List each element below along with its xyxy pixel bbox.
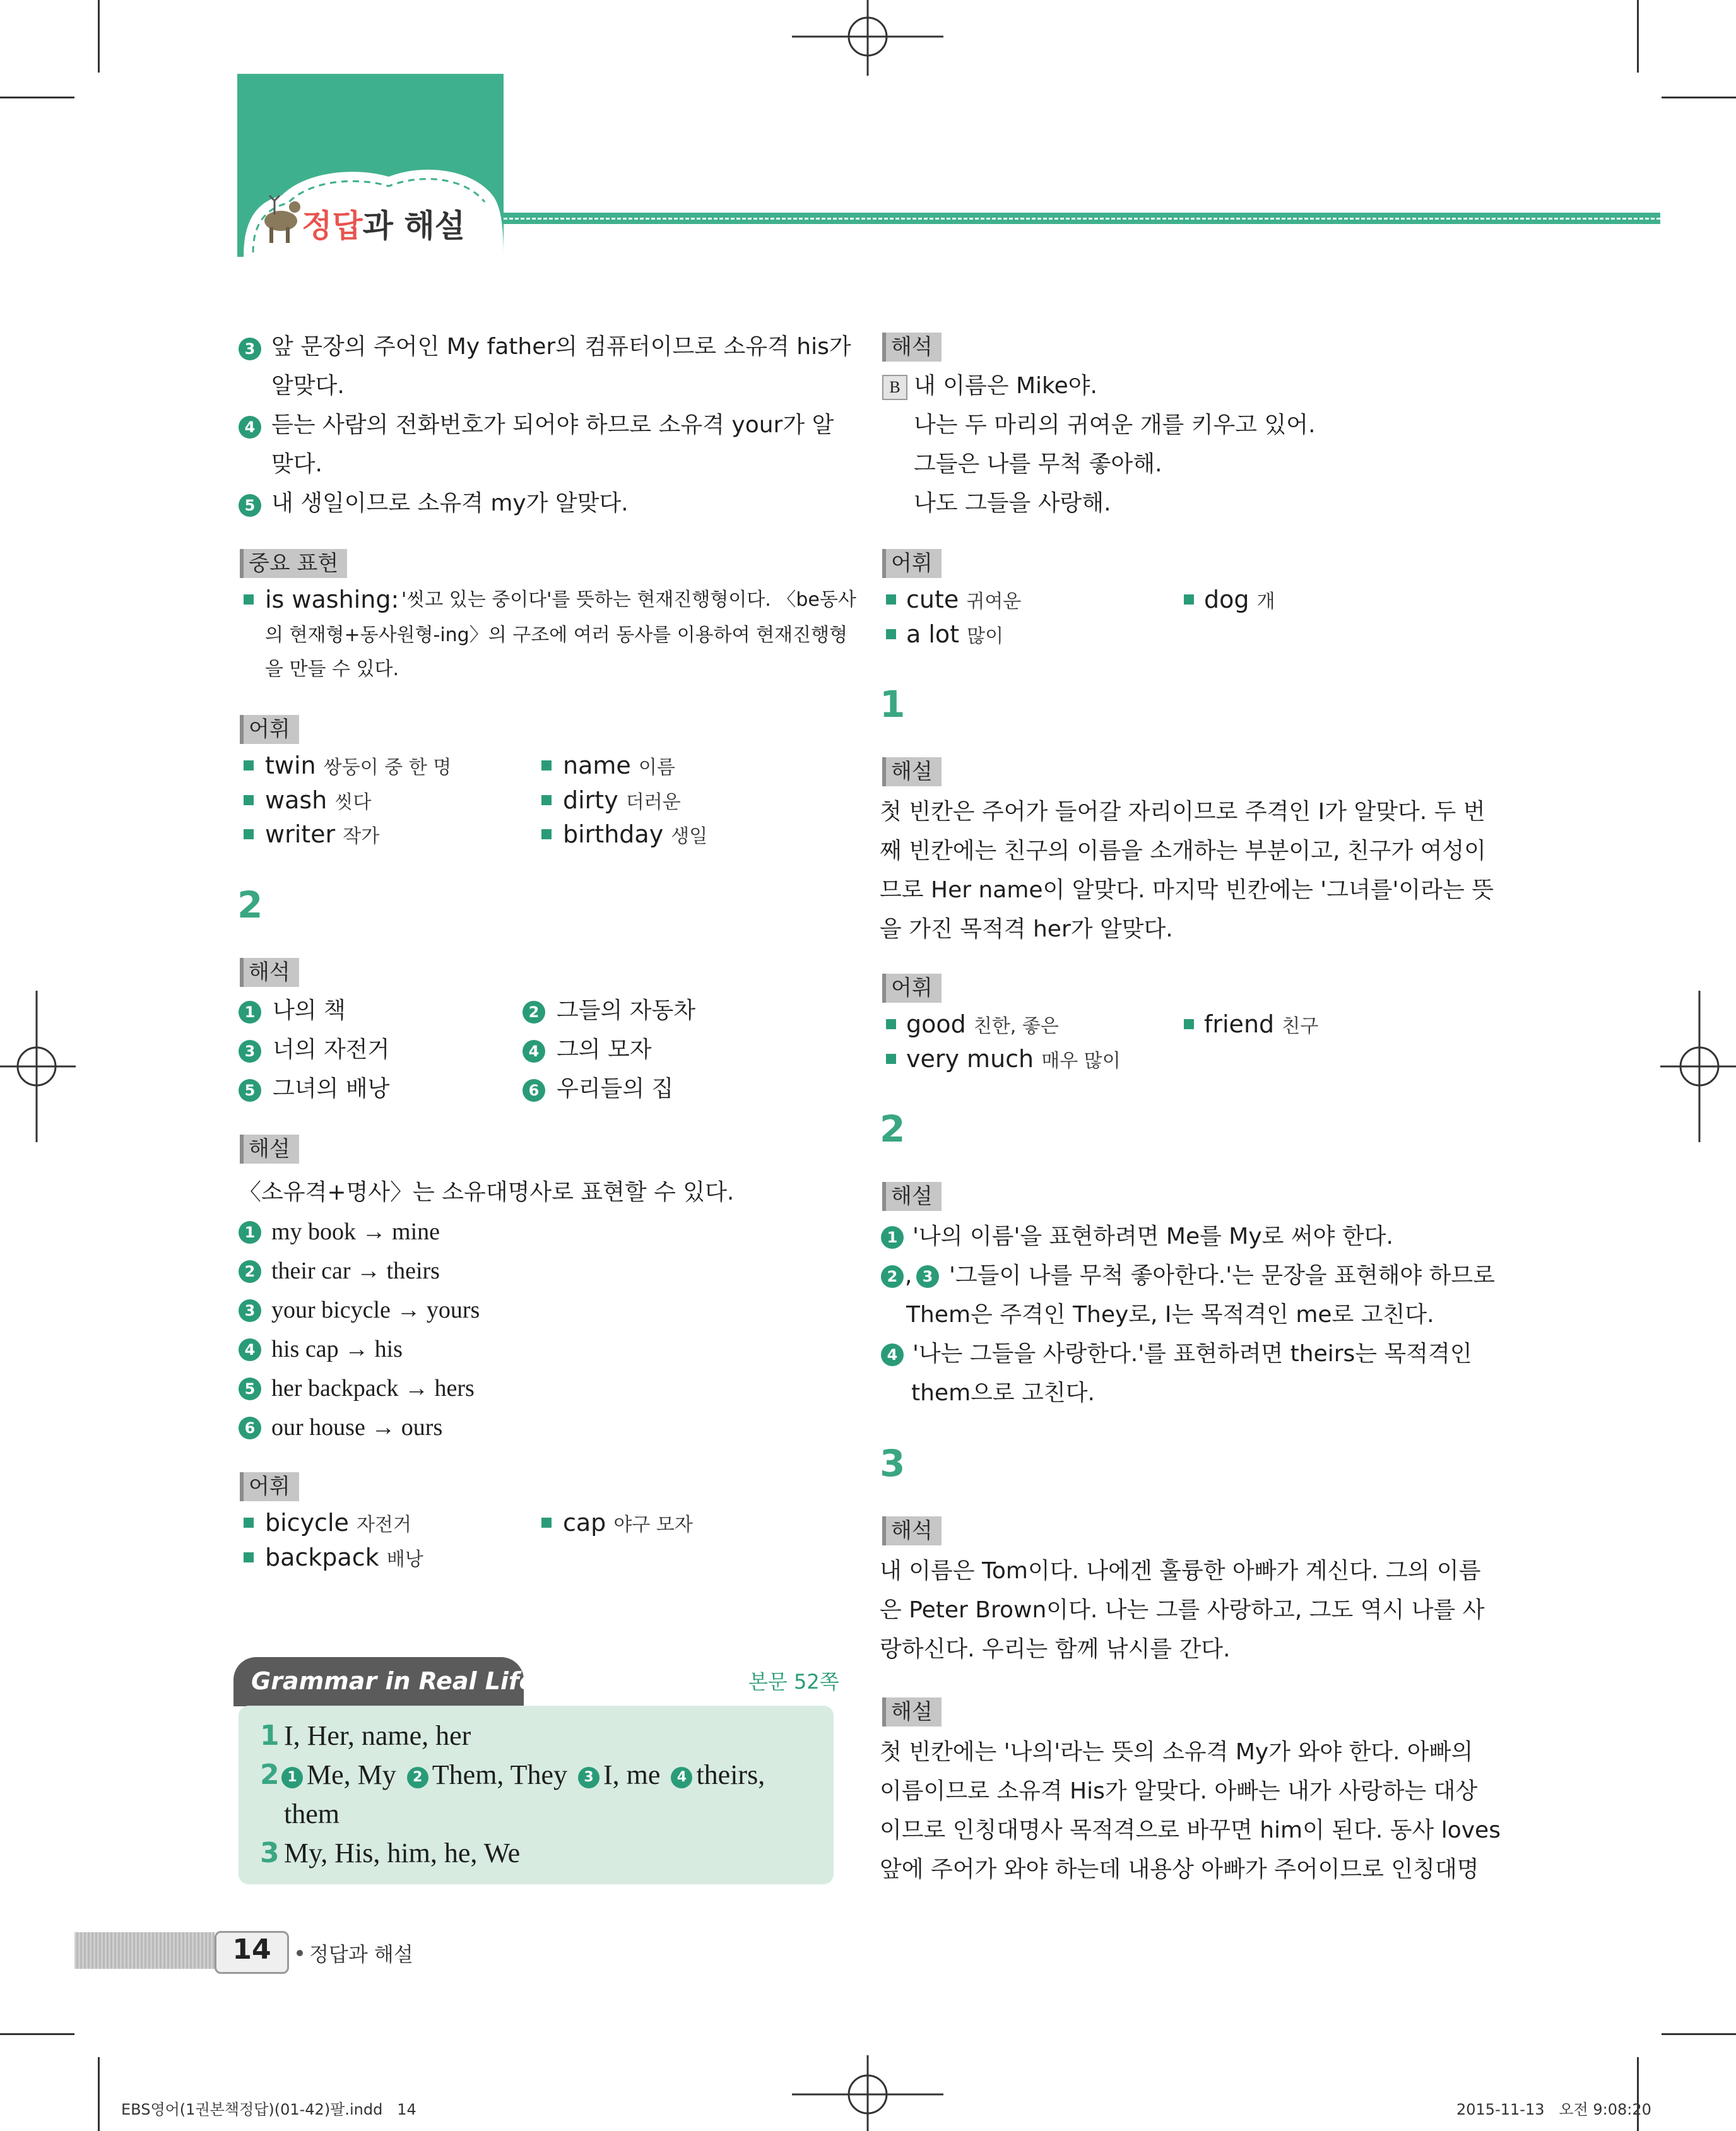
- answer-number: 3: [260, 1837, 280, 1869]
- bullet-square: [886, 1054, 896, 1064]
- explanation-line: 이므로 인칭대명사 목적격으로 바꾸면 him이 된다. 동사 loves: [880, 1817, 1501, 1843]
- answer-sub-number: 1: [281, 1767, 303, 1788]
- item-number: 6: [523, 1079, 545, 1102]
- vocab-meaning: 씻다: [334, 791, 372, 813]
- explanation-line: 첫 빈칸에는 '나의'라는 뜻의 소유격 My가 와야 한다. 아빠의: [880, 1739, 1473, 1765]
- explanation-item: her backpack → hers: [271, 1375, 475, 1402]
- print-timestamp: 2015-11-13 오전 9:08:20: [1456, 2101, 1651, 2118]
- vocab-meaning: 친한, 좋은: [973, 1015, 1059, 1037]
- vocab-meaning: 개: [1256, 591, 1275, 613]
- page-label: 정답과 해설: [309, 1942, 413, 1966]
- explanation-line: 째 빈칸에는 친구의 이름을 소개하는 부분이고, 친구가 여성이: [880, 838, 1486, 864]
- vocab-item: [906, 1043, 1121, 1077]
- section-label: 해설: [882, 1697, 942, 1727]
- explanation-item: my book → mine: [271, 1219, 440, 1245]
- item-number: 4: [523, 1040, 545, 1063]
- vocab-meaning: 더러운: [625, 791, 681, 813]
- crop-mark: [0, 2033, 74, 2035]
- translation-text: 그녀의 배낭: [273, 1076, 390, 1102]
- item-number: 5: [239, 1079, 261, 1102]
- registration-mark-icon: [792, 0, 943, 76]
- header-title: [302, 201, 465, 246]
- item-text: 내 생일이므로 소유격 my가 알맞다.: [271, 490, 629, 516]
- explanation-item: them으로 고친다.: [911, 1380, 1095, 1406]
- translation-line: 은 Peter Brown이다. 나는 그를 사랑하고, 그도 역시 나를 사: [880, 1597, 1485, 1623]
- header-title-rest: 과 해설: [362, 208, 465, 244]
- answer-sub-number: 4: [671, 1767, 692, 1788]
- item-number: 2: [523, 1001, 545, 1024]
- vocab-word: dog: [1204, 586, 1249, 613]
- grammar-page-ref: 본문 52쪽: [748, 1670, 839, 1694]
- vocab-word: a lot: [906, 620, 960, 648]
- section-badge: B: [882, 375, 907, 400]
- vocab-word: friend: [1204, 1010, 1275, 1038]
- vocab-meaning: 자전거: [356, 1514, 411, 1536]
- registration-mark-icon: [1660, 991, 1736, 1142]
- vocab-word: dirty: [563, 786, 618, 814]
- answer-sub-text: theirs,: [696, 1759, 765, 1790]
- vocab-word: birthday: [563, 820, 664, 848]
- item-number: 5: [239, 494, 261, 517]
- vocab-meaning: 야구 모자: [613, 1514, 693, 1536]
- bullet-square: [244, 829, 254, 839]
- section-label: 해석: [240, 958, 299, 987]
- bullet-square: [541, 829, 552, 839]
- vocab-word: name: [563, 752, 631, 779]
- translation-line: 나도 그들을 사랑해.: [914, 490, 1111, 516]
- item-number: 4: [881, 1343, 904, 1366]
- crop-mark: [98, 0, 100, 73]
- item-number: 1: [881, 1226, 904, 1249]
- item-number: 2: [239, 1260, 261, 1283]
- file-info: EBS영어(1권본책정답)(01-42)팔.indd 14: [121, 2101, 416, 2118]
- key-expression-term: is washing:: [265, 586, 399, 613]
- vocab-meaning: 귀여운: [966, 591, 1022, 613]
- vocab-item: [265, 784, 371, 818]
- crop-mark: [1637, 2057, 1639, 2131]
- explanation-item: '그들이 나를 무척 좋아한다.'는 문장을 표현해야 하므로: [949, 1263, 1495, 1289]
- translation-text: 그들의 자동차: [557, 998, 696, 1024]
- item-number: 3: [239, 1299, 261, 1322]
- footer-decor-bar: [74, 1932, 215, 1969]
- item-text: 듣는 사람의 전화번호가 되어야 하므로 소유격 your가 알: [271, 412, 834, 438]
- bullet-square: [244, 594, 254, 605]
- bullet-square: [886, 1019, 896, 1029]
- section-label: 해설: [882, 757, 942, 786]
- item-text: 알맞다.: [271, 373, 345, 399]
- vocab-meaning: 작가: [343, 825, 380, 847]
- crop-mark: [1662, 97, 1736, 98]
- vocab-word: cap: [563, 1509, 606, 1537]
- explanation-line: 첫 빈칸은 주어가 들어갈 자리이므로 주격인 I가 알맞다. 두 번: [880, 799, 1485, 825]
- crop-mark: [1662, 2033, 1736, 2035]
- item-number: 1: [239, 1001, 261, 1024]
- translation-text: 그의 모자: [557, 1037, 652, 1063]
- vocab-item: [265, 1542, 423, 1576]
- vocab-meaning: 쌍둥이 중 한 명: [323, 757, 452, 779]
- vocab-word: twin: [265, 752, 316, 779]
- explanation-item: '나의 이름'을 표현하려면 Me를 My로 써야 한다.: [912, 1224, 1393, 1249]
- answer-number: 1: [260, 1720, 280, 1752]
- vocab-meaning: 이름: [638, 757, 675, 779]
- bullet-square: [1184, 1019, 1194, 1029]
- answer-text: I, Her, name, her: [284, 1720, 471, 1751]
- vocab-item: [906, 1008, 1059, 1042]
- section-label: 어휘: [240, 715, 299, 744]
- vocab-meaning: 친구: [1282, 1015, 1319, 1037]
- vocab-word: very much: [906, 1045, 1034, 1073]
- section-label: 해설: [240, 1135, 299, 1164]
- camel-icon: [256, 189, 306, 246]
- registration-mark-icon: [0, 991, 76, 1142]
- section-label: 해설: [882, 1182, 942, 1211]
- section-label: 해석: [882, 333, 942, 362]
- answer-sub-text: Them, They: [432, 1759, 568, 1790]
- answer-text: [278, 1759, 765, 1791]
- section-label: 어휘: [240, 1472, 299, 1501]
- bullet-square: [244, 795, 254, 805]
- vocab-item: [1204, 584, 1275, 618]
- item-number: 4: [239, 416, 261, 439]
- vocab-item: [563, 1507, 693, 1541]
- explanation-item: '나는 그들을 사랑한다.'를 표현하려면 theirs는 목적격인: [912, 1341, 1472, 1367]
- crop-mark: [1637, 0, 1639, 73]
- answer-sub-text: I, me: [603, 1759, 661, 1790]
- vocab-word: wash: [265, 786, 328, 814]
- item-text: 앞 문장의 주어인 My father의 컴퓨터이므로 소유격 his가: [271, 334, 851, 360]
- translation-line: 그들은 나를 무척 좋아해.: [914, 451, 1162, 477]
- question-number: 3: [880, 1442, 906, 1485]
- item-number: 6: [239, 1417, 261, 1439]
- vocab-word: cute: [906, 586, 959, 613]
- translation-line: 내 이름은 Tom이다. 나에겐 훌륭한 아빠가 계신다. 그의 이름: [880, 1558, 1481, 1584]
- translation-text: 너의 자전거: [273, 1037, 390, 1063]
- header-dashed-line: [504, 218, 1660, 220]
- item-number: 2: [881, 1265, 904, 1288]
- bullet-square: [244, 1518, 254, 1528]
- section-label: 어휘: [882, 549, 942, 578]
- header-title-accent: 정답: [302, 208, 363, 244]
- explanation-item: your bicycle → yours: [271, 1297, 480, 1323]
- answer-sub-number: 2: [407, 1767, 428, 1788]
- translation-line: 내 이름은 Mike야.: [914, 373, 1097, 399]
- vocab-meaning: 배낭: [386, 1549, 423, 1571]
- vocab-item: [563, 818, 707, 853]
- vocab-item: [906, 584, 1021, 618]
- crop-mark: [98, 2057, 100, 2131]
- section-label: 중요 표현: [240, 549, 347, 578]
- vocab-item: [563, 784, 681, 818]
- vocab-word: good: [906, 1010, 966, 1038]
- vocab-word: bicycle: [265, 1509, 349, 1537]
- bullet-square: [541, 795, 552, 805]
- explanation-line: 므로 Her name이 알맞다. 마지막 빈칸에는 '그녀를'이라는 뜻: [880, 877, 1494, 903]
- explanation-item: his cap → his: [271, 1336, 403, 1362]
- vocab-meaning: 매우 많이: [1041, 1050, 1121, 1072]
- vocab-item: [265, 750, 451, 784]
- bullet-square: [541, 1518, 552, 1528]
- item-text: 맞다.: [271, 451, 322, 477]
- vocab-item: [906, 618, 1003, 652]
- key-expression-text: 을 만들 수 있다.: [265, 658, 399, 680]
- explanation-item: Them은 주격인 They로, I는 목적격인 me로 고친다.: [906, 1302, 1434, 1328]
- bullet-square: [244, 1552, 254, 1562]
- question-number: 2: [880, 1107, 906, 1150]
- footer-bullet: [297, 1950, 303, 1956]
- question-number: 2: [237, 883, 263, 926]
- answer-text: them: [284, 1798, 340, 1829]
- explanation-intro: 〈소유격+명사〉는 소유대명사로 표현할 수 있다.: [239, 1179, 735, 1205]
- vocab-meaning: 많이: [967, 625, 1004, 647]
- vocab-item: [563, 750, 675, 784]
- vocab-item: [265, 1507, 411, 1541]
- page-number: 14: [232, 1933, 271, 1966]
- item-number: 3: [916, 1265, 939, 1288]
- section-label: 해석: [882, 1516, 942, 1545]
- translation-line: 나는 두 마리의 귀여운 개를 키우고 있어.: [914, 412, 1316, 438]
- explanation-line: 을 가진 목적격 her가 알맞다.: [880, 916, 1173, 942]
- translation-text: 우리들의 집: [557, 1076, 674, 1102]
- explanation-line: 앞에 주어가 와야 하는데 내용상 아빠가 주어이므로 인칭대명: [880, 1857, 1479, 1882]
- vocab-meaning: 생일: [671, 825, 708, 847]
- vocab-word: writer: [265, 820, 336, 848]
- explanation-line: 이름이므로 소유격 His가 알맞다. 아빠는 내가 사랑하는 대상: [880, 1778, 1478, 1804]
- item-number: 3: [239, 1040, 261, 1063]
- vocab-item: [1204, 1008, 1318, 1042]
- crop-mark: [0, 97, 74, 98]
- item-number: 3: [239, 338, 261, 360]
- key-expression-text: '씻고 있는 중이다'를 뜻하는 현재진행형이다. 〈be동사: [401, 589, 856, 611]
- translation-line: 랑하신다. 우리는 함께 낚시를 간다.: [880, 1636, 1231, 1662]
- bullet-square: [541, 760, 552, 770]
- section-label: 어휘: [882, 974, 942, 1003]
- bullet-square: [1184, 594, 1194, 605]
- vocab-word: backpack: [265, 1544, 379, 1571]
- vocab-item: [265, 818, 379, 853]
- registration-mark-icon: [792, 2055, 943, 2131]
- explanation-item: our house → ours: [271, 1414, 443, 1441]
- item-separator: ,: [905, 1263, 912, 1289]
- answer-text: My, His, him, he, We: [284, 1838, 521, 1868]
- question-number: 1: [880, 683, 906, 726]
- answer-sub-number: 3: [578, 1767, 599, 1788]
- grammar-title: Grammar in Real Life: [251, 1667, 536, 1695]
- key-expression-text: 의 현재형+동사원형-ing〉의 구조에 여러 동사를 이용하여 현재진행형: [265, 624, 848, 646]
- answer-number: 2: [260, 1759, 280, 1791]
- bullet-square: [244, 760, 254, 770]
- item-number: 4: [239, 1338, 261, 1361]
- item-number: 5: [239, 1378, 261, 1400]
- translation-text: 나의 책: [273, 998, 346, 1024]
- answer-sub-text: Me, My: [307, 1759, 396, 1790]
- item-number: 1: [239, 1221, 261, 1244]
- explanation-item: their car → theirs: [271, 1258, 440, 1284]
- bullet-square: [886, 629, 896, 639]
- bullet-square: [886, 594, 896, 605]
